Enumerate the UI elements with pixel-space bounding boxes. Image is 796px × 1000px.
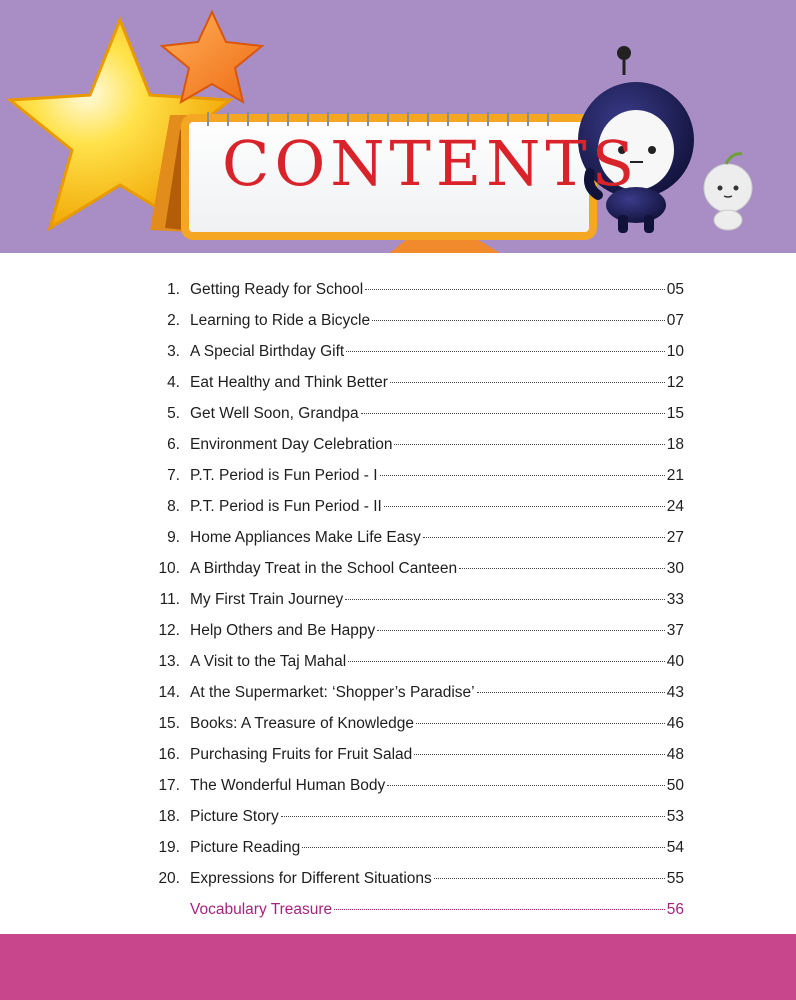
toc-page-number: 50 (666, 777, 684, 794)
toc-row[interactable] (152, 901, 684, 927)
dot-leader (377, 630, 665, 631)
toc-number: 17. (158, 777, 180, 794)
toc-number: 20. (158, 870, 180, 887)
toc-title: Picture Story (190, 808, 279, 825)
toc-page-number: 18 (666, 436, 684, 453)
toc-row[interactable] (152, 591, 684, 617)
toc-number: 4. (167, 374, 180, 391)
toc-page-number: 55 (666, 870, 684, 887)
toc-title: P.T. Period is Fun Period - I (190, 467, 378, 484)
dot-leader (281, 816, 665, 817)
toc-number: 14. (158, 684, 180, 701)
toc-title: Environment Day Celebration (190, 436, 393, 453)
dot-leader (477, 692, 665, 693)
dot-leader (334, 909, 665, 910)
toc-title: A Visit to the Taj Mahal (190, 653, 347, 670)
footer-bar (0, 934, 796, 1000)
toc-number: 9. (167, 529, 180, 546)
dot-leader (372, 320, 665, 321)
toc-page-number: 46 (666, 715, 684, 732)
toc-number: 1. (167, 281, 180, 298)
toc-title: Home Appliances Make Life Easy (190, 529, 421, 546)
toc-page-number: 24 (666, 498, 684, 515)
dot-leader (434, 878, 665, 879)
dot-leader (394, 444, 664, 445)
toc-row[interactable] (152, 312, 684, 338)
toc-title: Get Well Soon, Grandpa (190, 405, 359, 422)
toc-page-number: 43 (666, 684, 684, 701)
dot-leader (459, 568, 665, 569)
dot-leader (345, 599, 664, 600)
toc-title: A Birthday Treat in the School Canteen (190, 560, 458, 577)
toc-page-number: 12 (666, 374, 684, 391)
dot-leader (387, 785, 664, 786)
toc-row[interactable] (152, 343, 684, 369)
toc-row[interactable] (152, 746, 684, 772)
dot-leader (302, 847, 664, 848)
toc-title: Help Others and Be Happy (190, 622, 376, 639)
toc-number: 10. (158, 560, 180, 577)
toc-title: Purchasing Fruits for Fruit Salad (190, 746, 413, 763)
toc-row[interactable] (152, 777, 684, 803)
toc-row[interactable] (152, 436, 684, 462)
toc-number: 8. (167, 498, 180, 515)
toc-title: The Wonderful Human Body (190, 777, 386, 794)
toc-title: Picture Reading (190, 839, 301, 856)
toc-row[interactable] (152, 560, 684, 586)
toc-title: Vocabulary Treasure (190, 901, 333, 918)
toc-number: 7. (167, 467, 180, 484)
toc-title: Books: A Treasure of Knowledge (190, 715, 415, 732)
dot-leader (416, 723, 665, 724)
toc-page-number: 15 (666, 405, 684, 422)
toc-row[interactable] (152, 467, 684, 493)
toc-title: Learning to Ride a Bicycle (190, 312, 371, 329)
toc-page-number: 37 (666, 622, 684, 639)
dot-leader (414, 754, 664, 755)
dot-leader (384, 506, 665, 507)
toc-row[interactable] (152, 622, 684, 648)
toc-row[interactable] (152, 498, 684, 524)
toc-page-number: 05 (666, 281, 684, 298)
toc-row[interactable] (152, 870, 684, 896)
toc-title: Expressions for Different Situations (190, 870, 432, 887)
dot-leader (361, 413, 665, 414)
toc-number: 19. (158, 839, 180, 856)
toc-row[interactable] (152, 839, 684, 865)
toc-number: 3. (167, 343, 180, 360)
toc-page-number: 40 (666, 653, 684, 670)
toc-title: A Special Birthday Gift (190, 343, 345, 360)
toc-page-number: 27 (666, 529, 684, 546)
toc-title: Getting Ready for School (190, 281, 364, 298)
dot-leader (365, 289, 665, 290)
toc-row[interactable] (152, 653, 684, 679)
header-banner (0, 0, 796, 253)
toc-page-number: 30 (666, 560, 684, 577)
dot-leader (390, 382, 665, 383)
page-title (222, 127, 640, 200)
toc-number: 12. (158, 622, 180, 639)
toc-number: 2. (167, 312, 180, 329)
page-title-text: CONTENTS (222, 127, 640, 200)
toc-page-number: 21 (666, 467, 684, 484)
dot-leader (348, 661, 665, 662)
toc-number: 18. (158, 808, 180, 825)
toc-row[interactable] (152, 374, 684, 400)
toc-number: 13. (158, 653, 180, 670)
toc-page-number: 33 (666, 591, 684, 608)
toc-number: 16. (158, 746, 180, 763)
toc-page-number: 07 (666, 312, 684, 329)
toc-row[interactable] (152, 715, 684, 741)
toc-row[interactable] (152, 808, 684, 834)
toc-number: 15. (158, 715, 180, 732)
toc-title: P.T. Period is Fun Period - II (190, 498, 382, 515)
toc-number: 6. (167, 436, 180, 453)
small-robot-icon (704, 154, 752, 230)
toc-page-number: 10 (666, 343, 684, 360)
toc-title: Eat Healthy and Think Better (190, 374, 388, 391)
toc-page-number: 53 (666, 808, 684, 825)
toc-page-number: 54 (666, 839, 684, 856)
toc-row[interactable] (152, 405, 684, 431)
toc-title: At the Supermarket: ‘Shopper’s Paradise’ (190, 684, 475, 701)
dot-leader (346, 351, 665, 352)
toc-row[interactable] (152, 529, 684, 555)
toc-page-number: 56 (666, 901, 684, 918)
orange-star-icon (162, 12, 262, 102)
toc-row[interactable] (152, 684, 684, 710)
toc-number: 5. (167, 405, 180, 422)
toc-title: My First Train Journey (190, 591, 344, 608)
dot-leader (423, 537, 665, 538)
toc-number: 11. (159, 591, 180, 608)
toc-row[interactable] (152, 281, 684, 307)
toc-page-number: 48 (666, 746, 684, 763)
dot-leader (380, 475, 665, 476)
